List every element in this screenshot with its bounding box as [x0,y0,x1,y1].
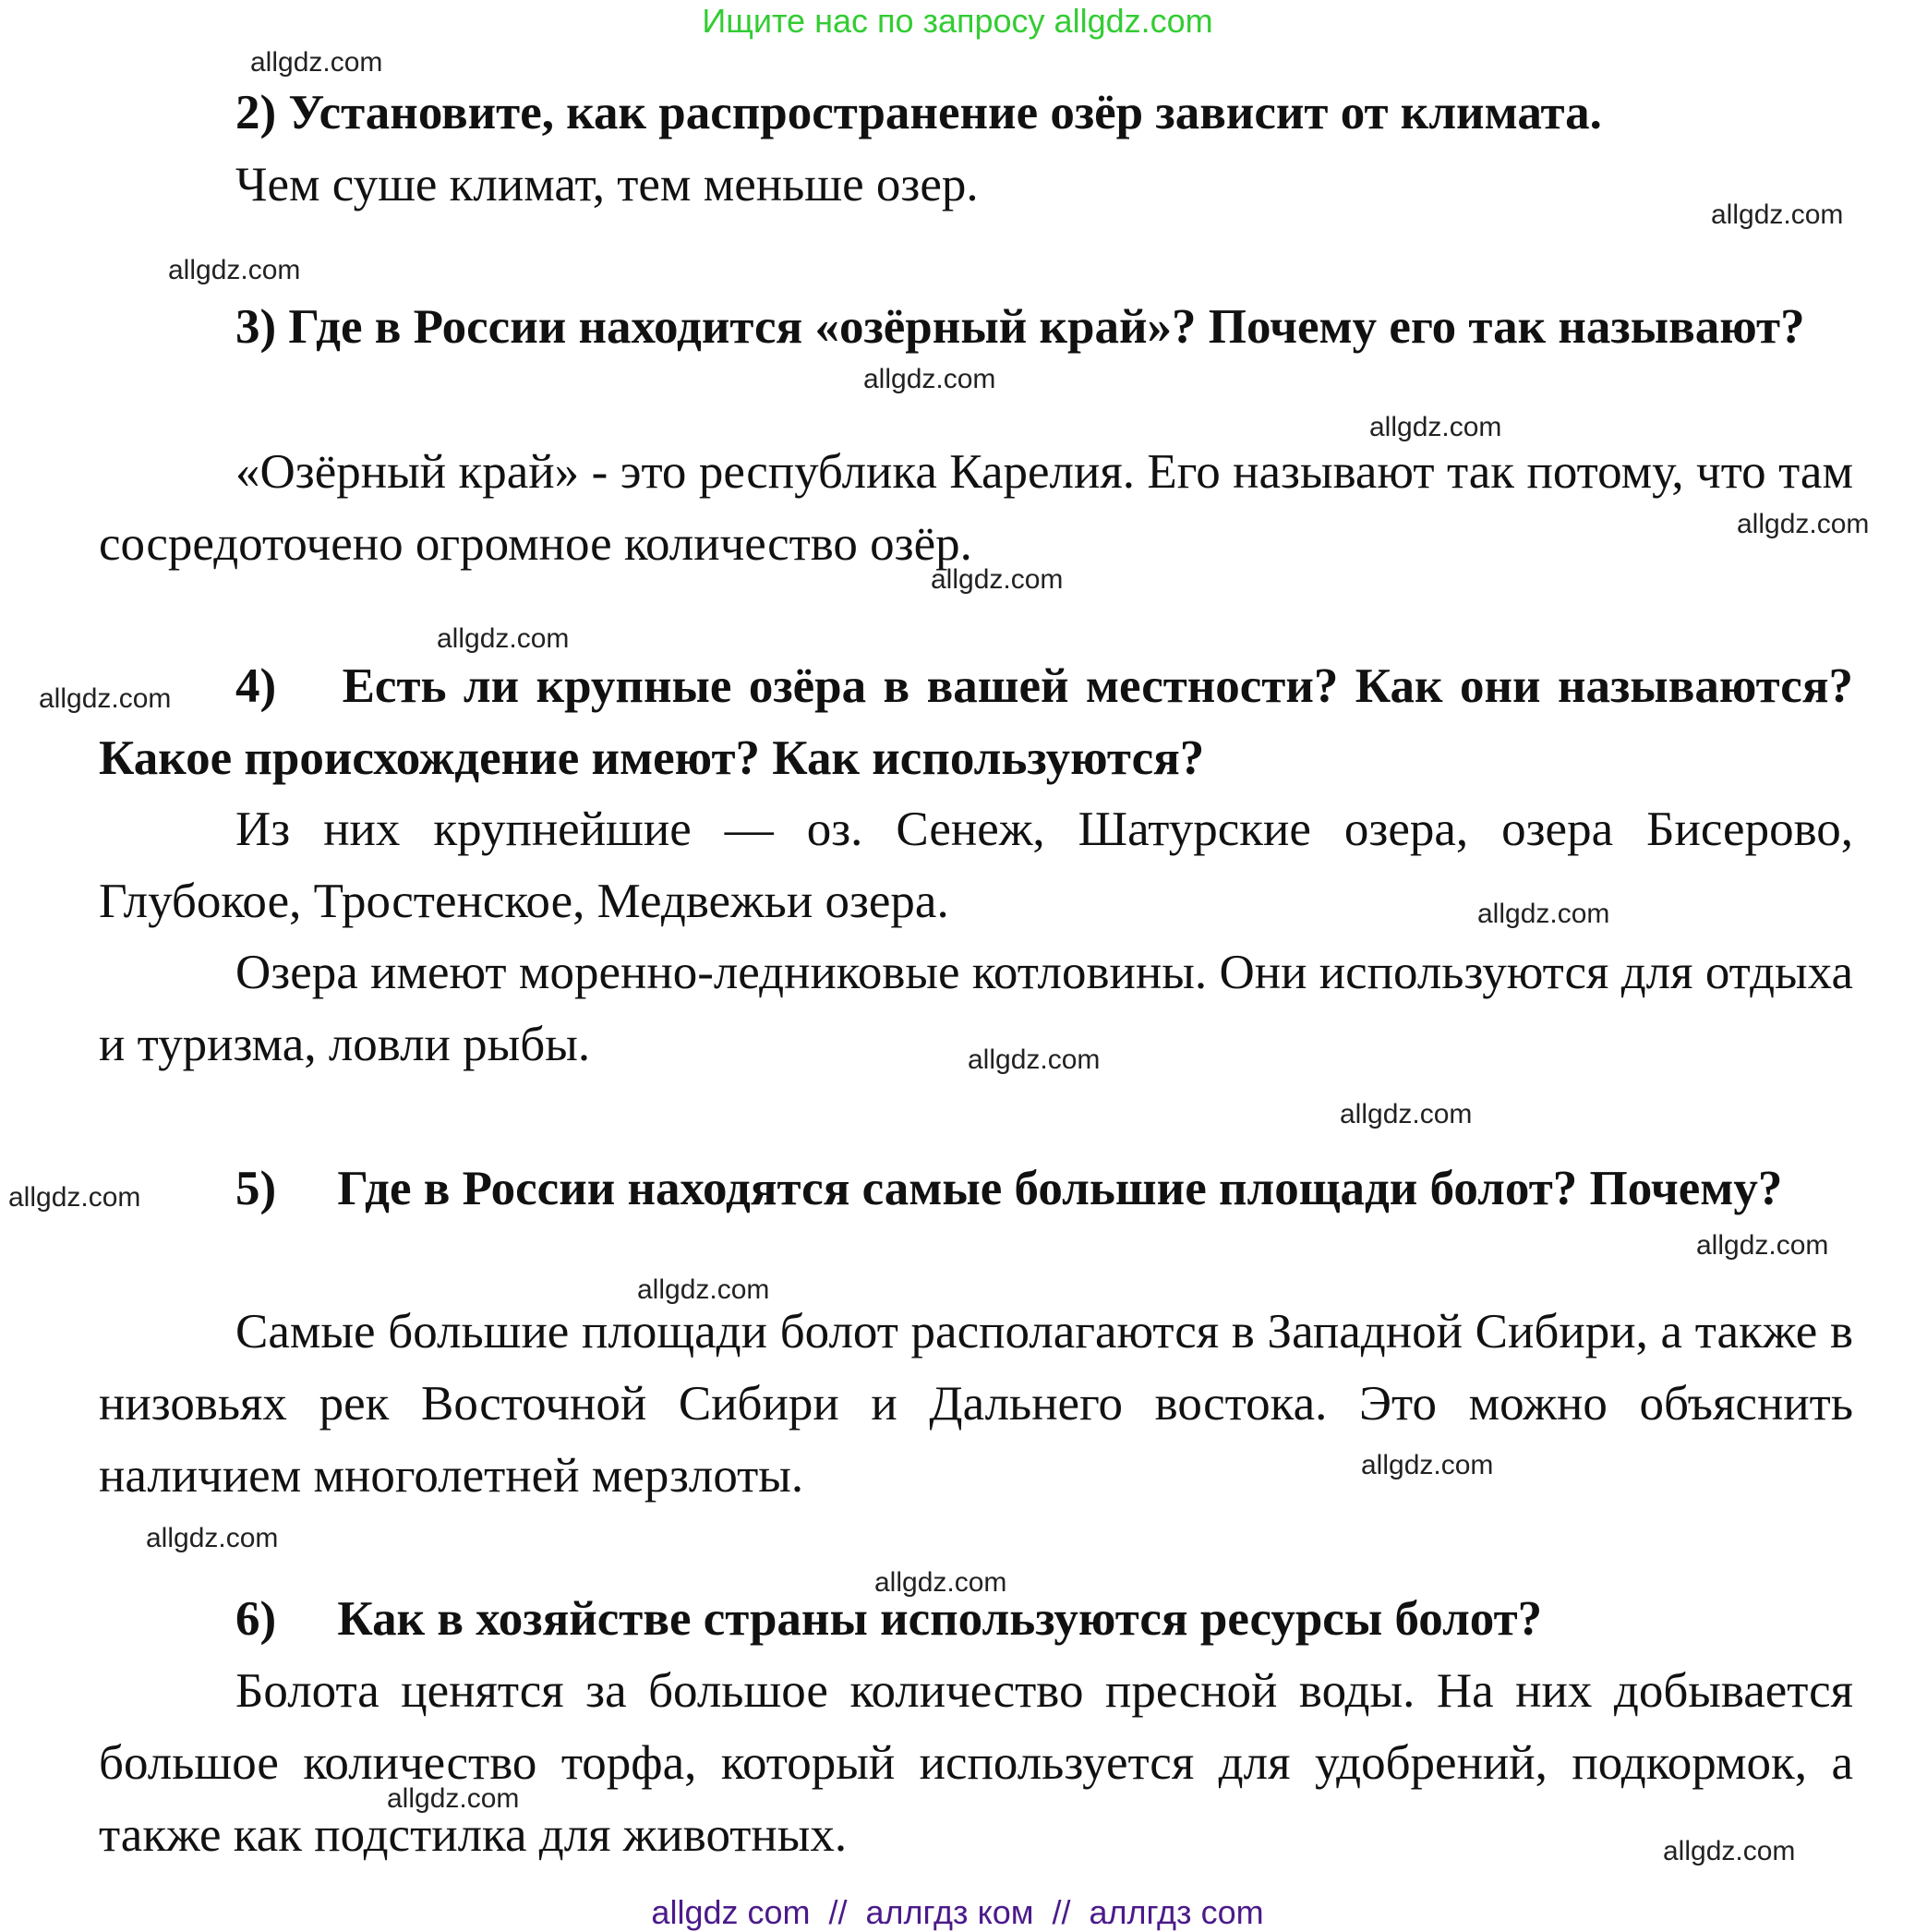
watermark: allgdz.com [168,255,301,285]
watermark: allgdz.com [437,623,570,654]
watermark: allgdz.com [146,1523,279,1553]
question-3-heading: 3) Где в России находится «озёрный край»? Почему его так называют? [235,300,1805,354]
search-banner: Ищите нас по запросу allgdz.com [702,2,1213,40]
question-6-answer: Болота ценятся за большое количество пресной воды. На них добывается большое количество торфа, который используется для удобрений, подкормок, а также как подстилка для животных. [99,1664,1853,1862]
watermark: allgdz.com [931,564,1064,595]
question-4-heading: 4) Есть ли крупные озёра в вашей местности? Как они называются? Какое происхождение имеют? Как используются? [99,659,1853,785]
question-2-heading: 2) Установите, как распространение озёр зависит от климата. [235,86,1602,139]
watermark: allgdz.com [39,683,172,714]
watermark: allgdz.com [1737,509,1870,539]
watermark: allgdz.com [387,1783,520,1814]
watermark: allgdz.com [874,1567,1007,1598]
watermark: allgdz.com [1477,899,1610,929]
watermark: allgdz.com [968,1044,1101,1075]
watermark: allgdz.com [1711,199,1844,230]
question-4-answer-2: Озера имеют моренно-ледниковые котловины. Они используются для отдыха и туризма, ловли рыбы. [99,946,1853,1071]
watermark: allgdz.com [1696,1230,1829,1261]
watermark: allgdz.com [1663,1836,1796,1866]
watermark: allgdz.com [1361,1450,1494,1480]
watermark: allgdz.com [863,364,996,394]
footer-watermark: allgdz com // аллгдз ком // аллгдз com [651,1893,1264,1931]
watermark: allgdz.com [637,1274,770,1305]
question-3-answer: «Озёрный край» - это республика Карелия. Его называют так потому, что там сосредоточено огромное количество озёр. [99,445,1853,571]
question-4-answer-1: Из них крупнейшие — оз. Сенеж, Шатурские озера, озера Бисерово, Глубокое, Тростенское, Медвежьи озера. [99,803,1853,928]
question-5-answer: Самые большие площади болот располагаются в Западной Сибири, а также в низовьях рек Восточной Сибири и Дальнего востока. Это можно объяснить наличием многолетней мерзлоты. [99,1305,1853,1503]
question-2-answer: Чем суше климат, тем меньше озер. [235,158,979,211]
watermark: allgdz.com [250,47,383,78]
watermark: allgdz.com [1340,1099,1473,1129]
question-5-heading: 5) Где в России находятся самые большие площади болот? Почему? [235,1162,1783,1215]
question-6-heading: 6) Как в хозяйстве страны используются ресурсы болот? [235,1592,1543,1646]
watermark: allgdz.com [1369,412,1502,442]
watermark: allgdz.com [8,1182,141,1213]
